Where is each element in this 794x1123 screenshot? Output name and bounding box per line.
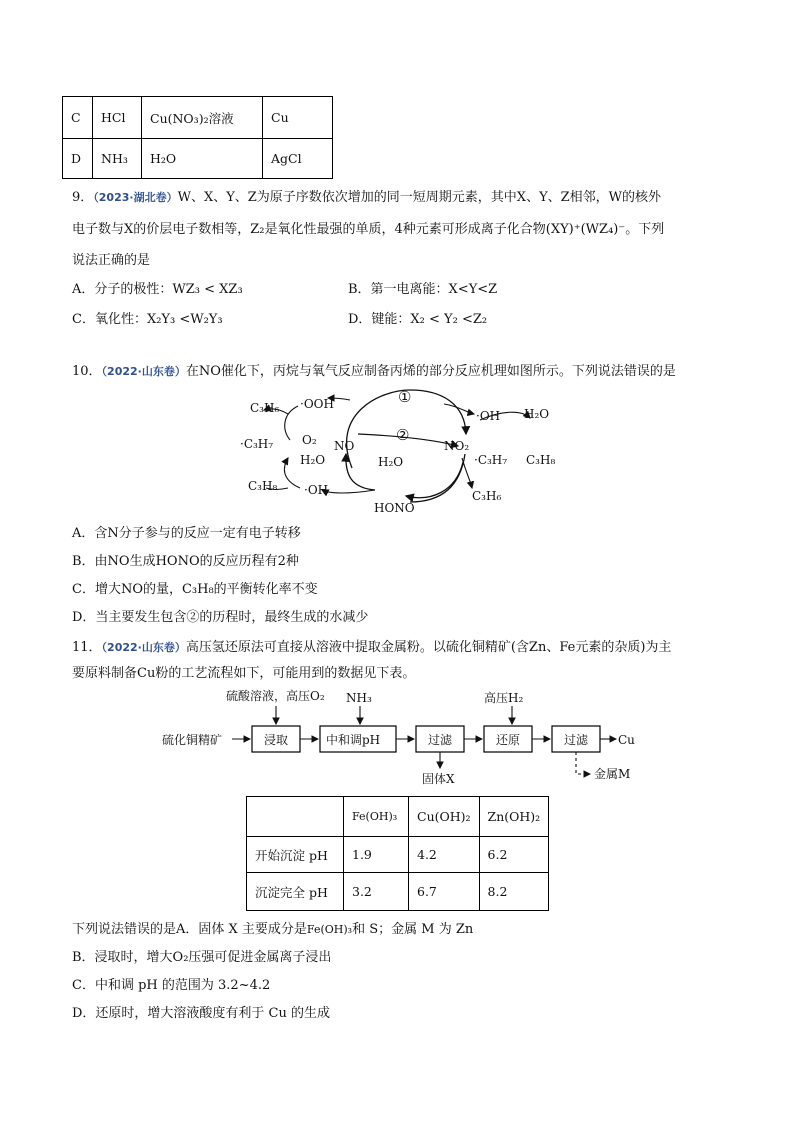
table-cell: 6.2	[479, 837, 549, 873]
table-header: Fe(OH)₃	[344, 797, 409, 837]
step-reduce: 还原	[496, 733, 521, 747]
hono-label: HONO	[374, 501, 415, 515]
oh-right: ·OH	[476, 409, 501, 423]
step-neutralize: 中和调pH	[326, 733, 381, 747]
q10-option-c: C．增大NO的量，C₃H₈的平衡转化率不变	[72, 582, 318, 597]
ooh-arrow	[285, 406, 298, 440]
c3h6-right: C₃H₆	[472, 489, 502, 503]
row-label: C	[63, 97, 93, 139]
q9-stem-text: W、X、Y、Z为原子序数依次增加的同一短周期元素，其中X、Y、Z相邻，W的核外	[177, 190, 662, 205]
q9-option-c: C．氧化性：X₂Y₃ <W₂Y₃	[72, 312, 223, 327]
q11-option-d: D．还原时，增大溶液酸度有利于 Cu 的生成	[72, 1006, 331, 1021]
h2o-right: H₂O	[524, 407, 550, 421]
q11-stem-text: 高压氢还原法可直接从溶液中提取金属粉。以硫化铜精矿(含Zn、Fe元素的杂质)为主	[185, 640, 672, 655]
route-1-marker: ①	[398, 388, 412, 406]
q10-option-b: B．由NO生成HONO的反应历程有2种	[72, 554, 299, 569]
q11-option-a-suffix: 和 S；金属 M 为 Zn	[352, 922, 474, 937]
oh-left: ·OH	[304, 483, 329, 497]
precipitation-ph-table	[246, 796, 549, 911]
c3h7-left: ·C₃H₇	[240, 437, 274, 451]
solid-x: 固体X	[422, 772, 455, 786]
c3h8-left: C₃H₈	[248, 479, 278, 493]
q9-option-b: B．第一电离能：X<Y<Z	[348, 282, 498, 297]
q11-option-a	[72, 918, 473, 937]
table-cell: 4.2	[409, 837, 480, 873]
q9-number: 9．	[72, 190, 94, 205]
q9-stem-line3: 说法正确的是	[72, 253, 151, 268]
q11-source: （2022·山东卷）	[101, 641, 186, 654]
output-copper: Cu	[618, 733, 635, 747]
q11-number: 11．	[72, 640, 102, 655]
q11-option-a-formula: Fe(OH)₃	[306, 923, 353, 936]
reagent-cell: HCl	[93, 97, 142, 139]
q11-stem-line1	[72, 636, 671, 655]
table-header	[247, 797, 344, 837]
table-header: Cu(OH)₂	[409, 797, 480, 837]
metal-m: 金属M	[594, 767, 631, 781]
c3h6-left: C₃H₆	[250, 401, 280, 415]
table-cell: 3.2	[344, 873, 409, 911]
c3h7-right-arrow	[462, 458, 472, 488]
table-cell: 1.9	[344, 837, 409, 873]
row-label: 沉淀完全 pH	[247, 873, 344, 911]
q9-option-d: D．键能：X₂ < Y₂ <Z₂	[348, 312, 488, 327]
table-header: Zn(OH)₂	[479, 797, 549, 837]
q9-stem-line1	[72, 186, 661, 205]
q10-number: 10．	[72, 364, 102, 379]
q11-option-a-prefix: 下列说法错误的是A．固体 X 主要成分是	[72, 922, 307, 937]
reagent-acid-oxygen: 硫酸溶液，高压O₂	[226, 689, 325, 703]
oh-left-arrow	[284, 458, 300, 488]
q9-stem-line2: 电子数与X的价层电子数相等，Z₂是氧化性最强的单质，4种元素可形成离子化合物(XY)⁺(WZ₄)⁻。下列	[72, 222, 665, 237]
no-label: NO	[334, 439, 355, 453]
q9-option-a: A．分子的极性：WZ₃ < XZ₃	[72, 282, 243, 297]
answer-options-table	[62, 96, 333, 179]
table-cell: 8.2	[479, 873, 549, 911]
process-flow-diagram	[160, 684, 660, 788]
row-label: 开始沉淀 pH	[247, 837, 344, 873]
q9-source: （2023·湖北卷）	[93, 191, 178, 204]
reagent-cell: H₂O	[142, 139, 263, 179]
c3h8-right: C₃H₈	[526, 453, 556, 467]
q11-stem-line2: 要原料制备Cu粉的工艺流程如下，可能用到的数据见下表。	[72, 666, 416, 681]
step-filter-1: 过滤	[428, 733, 453, 747]
reagent-cell: NH₃	[93, 139, 142, 179]
reagent-ammonia: NH₃	[346, 691, 372, 705]
cycle-arc-left	[346, 454, 375, 490]
q11-option-c: C．中和调 pH 的范围为 3.2~4.2	[72, 978, 271, 993]
row-label: D	[63, 139, 93, 179]
q10-option-d: D．当主要发生包含②的历程时，最终生成的水减少	[72, 610, 369, 625]
q11-option-b: B．浸取时，增大O₂压强可促进金属离子浸出	[72, 950, 332, 965]
reagent-cell: AgCl	[263, 139, 333, 179]
reagent-cell: Cu(NO₃)₂溶液	[142, 97, 263, 139]
step-leach: 浸取	[264, 733, 289, 747]
q10-stem-text: 在NO催化下，丙烷与氧气反应制备丙烯的部分反应机理如图所示。下列说法错误的是	[185, 364, 676, 379]
input-ore: 硫化铜精矿	[162, 733, 223, 747]
q10-stem	[72, 360, 676, 379]
step-filter-2: 过滤	[564, 733, 589, 747]
reagent-cell: Cu	[263, 97, 333, 139]
cycle-arc-bottom	[406, 462, 463, 498]
h2o-left: H₂O	[300, 453, 326, 467]
reaction-mechanism-diagram	[230, 384, 570, 520]
q10-option-a: A．含N分子参与的反应一定有电子转移	[72, 526, 301, 541]
table-cell: 6.7	[409, 873, 480, 911]
reagent-hydrogen: 高压H₂	[484, 691, 524, 705]
q10-source: （2022·山东卷）	[101, 365, 186, 378]
o2-label: O₂	[302, 433, 317, 447]
route-2-marker: ②	[396, 426, 410, 444]
h2o-mid: H₂O	[378, 455, 404, 469]
c3h7-right: ·C₃H₇	[474, 453, 508, 467]
no2-label: NO₂	[444, 439, 470, 453]
ooh-radical: ·OOH	[300, 397, 334, 411]
